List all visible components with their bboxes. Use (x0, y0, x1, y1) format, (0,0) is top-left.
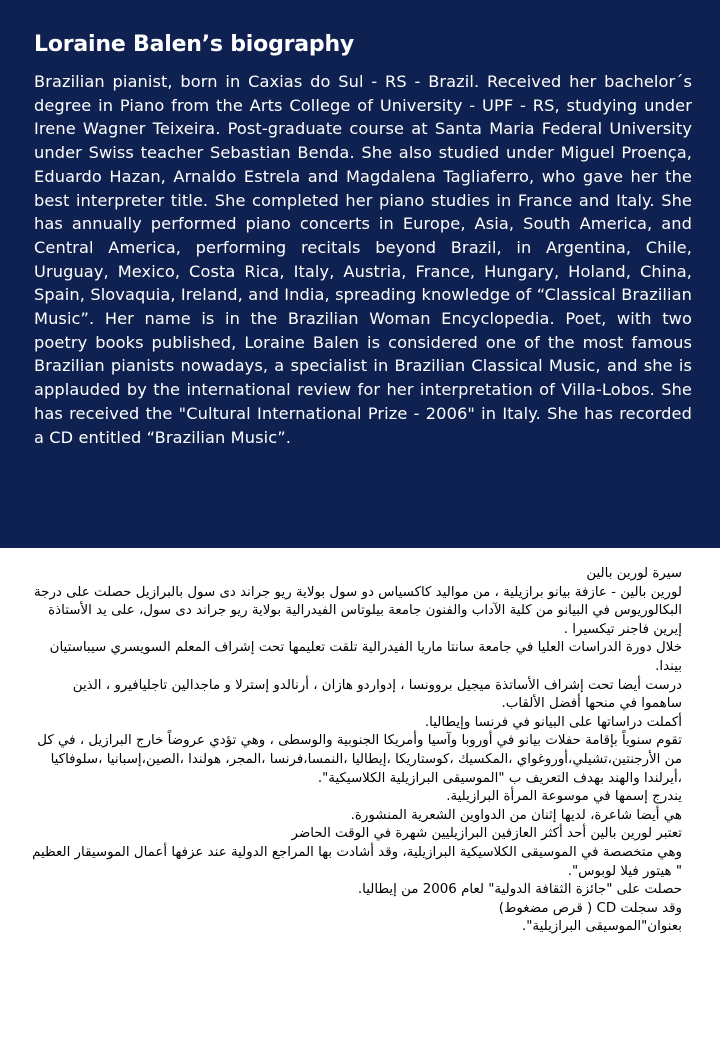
arabic-paragraph: وقد سجلت CD ( قرص مضغوط) (498, 900, 682, 916)
arabic-paragraph: أكملت دراساتها على البيانو في فرنسا وإيطاليا. (424, 714, 682, 730)
arabic-paragraph: وهي متخصصة في الموسيقى الكلاسيكية البرازيلية، وقد أشادت بها المراجع الدولية عند عزفها أعمال الموسيقار العظيم " هيتور فيلا لوبوس". (32, 844, 682, 879)
arabic-paragraph: يندرج إسمها في موسوعة المرأة البرازيلية. (446, 789, 682, 805)
arabic-paragraph: لورين بالين - عازفة بيانو برازيلية ، من مواليد كاكسياس دو سول بولاية ريو جراند دى سول بالبرازيل حصلت على درجة البكالوريوس في البيانو من كلية الآداب والفنون جامعة بيلوتاس الفيدرالية بولاية ريو جراند دى سول، على يد الأستاذة إيرين فاجنر تيكسيرا . (33, 584, 682, 637)
arabic-paragraph: تقوم سنوياً بإقامة حفلات بيانو في أوروبا وآسيا وأمريكا الجنوبية والوسطى ، وهي تؤدي عروضاً خارج البرازيل ، في كل من الأرجنتين،تشيلي،أوروغواي ،المكسيك ،كوستاريكا ،إيطاليا ،النمسا،فرنسا ،المجر، هولندا ،الصين،إسبانيا ،سلوفاكيا ،أيرلندا والهند بهدف التعريف ب "الموسيقى البرازيلية الكلاسيكية". (37, 733, 682, 786)
arabic-paragraph: تعتبر لورين بالين أحد أكثر العازفين البرازيليين شهرة في الوقت الحاضر (291, 826, 682, 842)
biography-title: Loraine Balen’s biography (34, 32, 355, 57)
arabic-biography (30, 565, 682, 937)
arabic-paragraph: خلال دورة الدراسات العليا في جامعة سانتا ماريا الفيدرالية تلقت تعليمها تحت إشراف المعلم السويسري سيباستيان بيندا. (49, 640, 682, 674)
arabic-paragraph: حصلت على "جائزة الثقافة الدولية" لعام 2006 من إيطاليا. (357, 882, 682, 898)
arabic-paragraph: هي أيضا شاعرة، لديها إثنان من الدواوين الشعرية المنشورة. (350, 807, 682, 823)
arabic-title: سيرة لورين بالين (586, 566, 682, 581)
arabic-paragraph: بعنوان"الموسيقى البرازيلية". (522, 919, 682, 935)
arabic-paragraph: درست أيضا تحت إشراف الأساتذة ميجيل بروونسا ، إدواردو هازان ، أرنالدو إسترلا و ماجدالين تاجليافيرو ، الذين ساهموا في منحها أفضل الألقاب. (72, 677, 682, 712)
biography-english-text: Brazilian pianist, born in Caxias do Sul - RS - Brazil. Received her bachelor´s degree in Piano from the Arts College of University - UPF - RS, studying under Irene Wagner Teixeira. Post-graduate course at Santa Maria Federal University under Swiss teacher Sebastian Benda. She also studied under Miguel Proença, Eduardo Hazan, Arnaldo Estrela and Magdalena Tagliaferro, who gave her the best interpreter title. She completed her piano studies in France and Italy. She has annually performed piano concerts in Europe, Asia, South America, and Central America, performing recitals beyond Brazil, in Argentina, Chile, Uruguay, Mexico, Costa Rica, Italy, Austria, France, Hungary, Holand, China, Spain, Slovaquia, Ireland, and India, spreading knowledge of “Classical Brazilian Music”. Her name is in the Brazilian Woman Encyclopedia. Poet, with two poetry books published, Loraine Balen is considered one of the most famous Brazilian pianists nowadays, a specialist in Brazilian Classical Music, and she is applauded by the international review for her interpretation of Villa-Lobos. She has received the "Cultural International Prize - 2006" in Italy. She has recorded a CD entitled “Brazilian Music”. (34, 72, 692, 447)
